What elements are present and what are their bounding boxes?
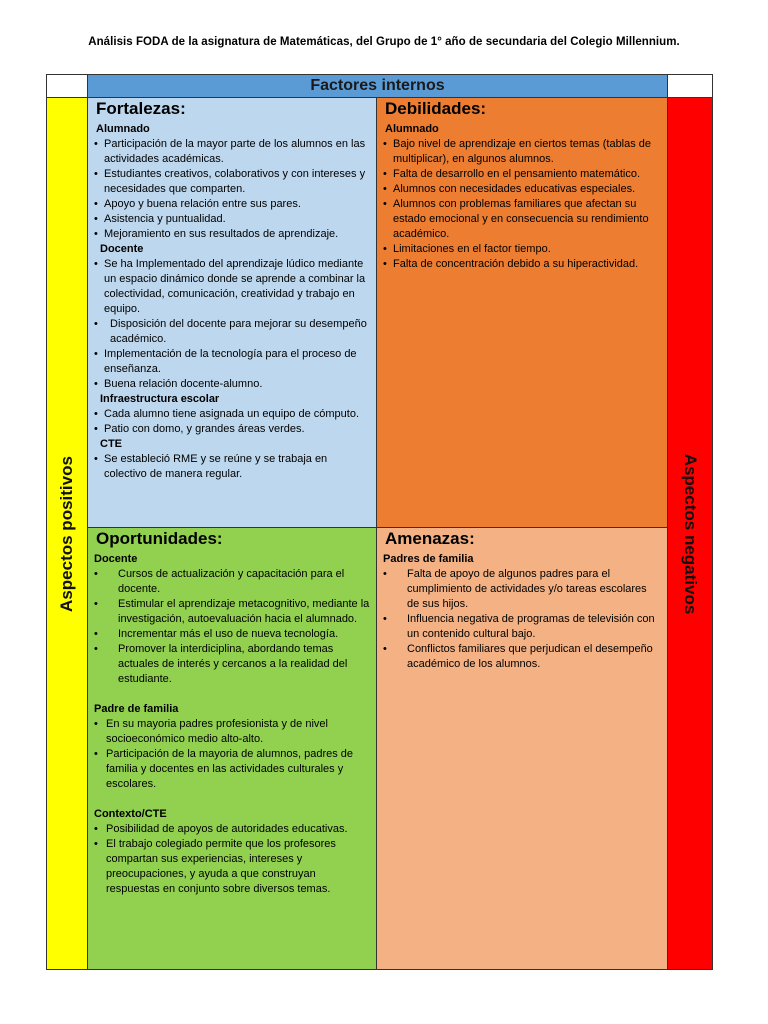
debilidades-alumnado-heading: Alumnado (385, 123, 439, 135)
list-item: • Disposición del docente para mejorar su desempeño académico. (94, 317, 370, 347)
list-item: • Cursos de actualización y capacitación para el docente. (94, 567, 370, 597)
amenazas-title: Amenazas: (385, 529, 475, 548)
oportunidades-quadrant (87, 527, 377, 970)
list-item: • Apoyo y buena relación entre sus pares. (94, 197, 370, 212)
list-item: • Cada alumno tiene asignada un equipo de cómputo. (94, 407, 370, 422)
list-item: • Promover la interdiciplina, abordando temas actuales de interés y cercanos a la realidad del estudiante. (94, 642, 370, 687)
list-item: • Falta de desarrollo en el pensamiento matemático. (383, 167, 661, 182)
header-factores-internos: Factores internos (87, 74, 668, 98)
list-item: • Limitaciones en el factor tiempo. (383, 242, 661, 257)
fortalezas-infra-heading: Infraestructura escolar (100, 393, 220, 405)
oportunidades-title: Oportunidades: (96, 529, 223, 548)
debilidades-quadrant (376, 97, 668, 528)
oportunidades-docente-list (94, 567, 370, 687)
list-item: • Posibilidad de apoyos de autoridades educativas. (94, 822, 370, 837)
oportunidades-docente-heading: Docente (94, 553, 138, 565)
list-item: • Falta de concentración debido a su hiperactividad. (383, 257, 661, 272)
list-item: • Se ha Implementado del aprendizaje lúdico mediante un espacio dinámico donde se aprende a combinar la colectividad, comunicación, creatividad y trabajo en equipo. (94, 257, 370, 317)
amenazas-quadrant (376, 527, 668, 970)
oportunidades-contexto-heading: Contexto/CTE (94, 808, 167, 820)
debilidades-title: Debilidades: (385, 99, 487, 118)
list-item: • Conflictos familiares que perjudican el desempeño académico de los alumnos. (383, 642, 661, 672)
corner-cell-left (46, 74, 88, 98)
corner-cell-right (667, 74, 713, 98)
fortalezas-alumnado-list (94, 137, 370, 242)
fortalezas-docente-list (94, 257, 370, 392)
oportunidades-contexto-list (94, 822, 370, 897)
fortalezas-infra-list (94, 407, 370, 437)
debilidades-alumnado-list (383, 137, 661, 272)
list-item: • Asistencia y puntualidad. (94, 212, 370, 227)
fortalezas-title: Fortalezas: (96, 99, 186, 118)
list-item: • Implementación de la tecnología para el proceso de enseñanza. (94, 347, 370, 377)
fortalezas-cte-heading: CTE (100, 438, 122, 450)
amenazas-padres-list (383, 567, 661, 672)
list-item: • Patio con domo, y grandes áreas verdes. (94, 422, 370, 437)
fortalezas-quadrant (87, 97, 377, 528)
list-item: • Alumnos con necesidades educativas especiales. (383, 182, 661, 197)
list-item: • Buena relación docente-alumno. (94, 377, 370, 392)
list-item: • Influencia negativa de programas de televisión con un contenido cultural bajo. (383, 612, 661, 642)
list-item: • Bajo nivel de aprendizaje en ciertos temas (tablas de multiplicar), en algunos alumnos. (383, 137, 661, 167)
list-item: • Mejoramiento en sus resultados de aprendizaje. (94, 227, 370, 242)
list-item: • El trabajo colegiado permite que los profesores compartan sus experiencias, intereses y preocupaciones, y ayuda a que construyan respuestas en conjunto sobre diversos temas. (94, 837, 370, 897)
fortalezas-alumnado-heading: Alumnado (96, 123, 150, 135)
list-item: • Participación de la mayoria de alumnos, padres de familia y docentes en las actividades culturales y escolares. (94, 747, 370, 792)
list-item: • Alumnos con problemas familiares que afectan su estado emocional y en consecuencia su rendimiento académico. (383, 197, 661, 242)
oportunidades-padre-list (94, 717, 370, 792)
list-item: • Se estableció RME y se reúne y se trabaja en colectivo de manera regular. (94, 452, 370, 482)
list-item: • Incrementar más el uso de nueva tecnología. (94, 627, 370, 642)
list-item: • En su mayoria padres profesionista y de nivel socioeconómico medio alto-alto. (94, 717, 370, 747)
negative-aspects-label: Aspectos negativos (681, 453, 700, 614)
list-item: • Estudiantes creativos, colaborativos y con intereses y necesidades que comparten. (94, 167, 370, 197)
amenazas-padres-heading: Padres de familia (383, 553, 474, 565)
positive-aspects-bar (46, 97, 88, 970)
negative-aspects-bar (667, 97, 713, 970)
list-item: • Estimular el aprendizaje metacognitivo, mediante la investigación, autoevaluación hacia el alumnado. (94, 597, 370, 627)
oportunidades-padre-heading: Padre de familia (94, 703, 179, 715)
list-item: • Participación de la mayor parte de los alumnos en las actividades académicas. (94, 137, 370, 167)
fortalezas-cte-list (94, 452, 370, 482)
list-item: • Falta de apoyo de algunos padres para el cumplimiento de actividades y/o tareas escolares de sus hijos. (383, 567, 661, 612)
document-title: Análisis FODA de la asignatura de Matemáticas, del Grupo de 1° año de secundaria del Colegio Millennium. (88, 36, 680, 48)
fortalezas-docente-heading: Docente (100, 243, 144, 255)
positive-aspects-label: Aspectos positivos (57, 455, 76, 612)
